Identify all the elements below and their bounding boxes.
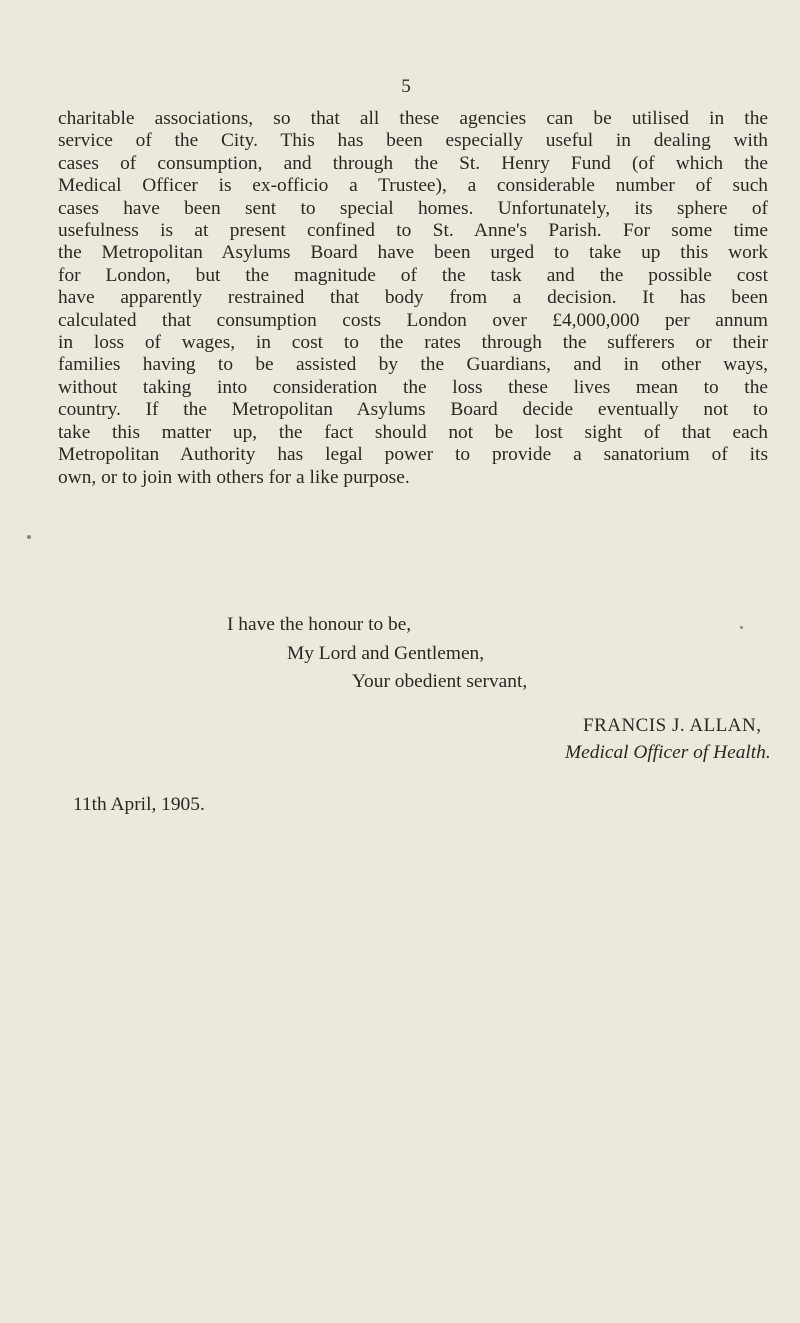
closing-line: Your obedient servant,: [352, 671, 528, 692]
body-line: Metropolitan Authority has legal power to provide a sanatorium of its: [58, 444, 768, 466]
closing-line: My Lord and Gentlemen,: [287, 643, 485, 664]
body-line: without taking into consideration the loss these lives mean to the: [58, 376, 768, 398]
document-date: 11th April, 1905.: [73, 794, 205, 815]
paper-speck: [740, 626, 743, 629]
body-line: usefulness is at present confined to St. Anne's Parish. For some time: [58, 220, 768, 242]
body-paragraph: [58, 108, 768, 489]
page-number: 5: [401, 76, 411, 97]
body-line: service of the City. This has been especially useful in dealing with: [58, 130, 768, 152]
body-line: have apparently restrained that body from a decision. It has been: [58, 287, 768, 309]
body-line: for London, but the magnitude of the task and the possible cost: [58, 264, 768, 286]
signature-name: FRANCIS J. ALLAN,: [583, 715, 762, 736]
body-line: take this matter up, the fact should not be lost sight of that each: [58, 421, 768, 443]
signature-title: Medical Officer of Health.: [565, 742, 771, 763]
body-line: Medical Officer is ex-officio a Trustee), a considerable number of such: [58, 175, 768, 197]
body-line: in loss of wages, in cost to the rates through the sufferers or their: [58, 332, 768, 354]
paper-speck: [27, 535, 31, 539]
body-line: cases of consumption, and through the St. Henry Fund (of which the: [58, 152, 768, 174]
body-line: the Metropolitan Asylums Board have been urged to take up this work: [58, 242, 768, 264]
body-line: charitable associations, so that all these agencies can be utilised in the: [58, 108, 768, 129]
body-line: families having to be assisted by the Guardians, and in other ways,: [58, 354, 768, 376]
body-line: country. If the Metropolitan Asylums Board decide eventually not to: [58, 399, 768, 421]
body-line: cases have been sent to special homes. Unfortunately, its sphere of: [58, 197, 768, 219]
body-line: own, or to join with others for a like purpose.: [58, 466, 410, 488]
closing-line: I have the honour to be,: [227, 614, 412, 635]
body-line: calculated that consumption costs London over £4,000,000 per annum: [58, 309, 768, 331]
